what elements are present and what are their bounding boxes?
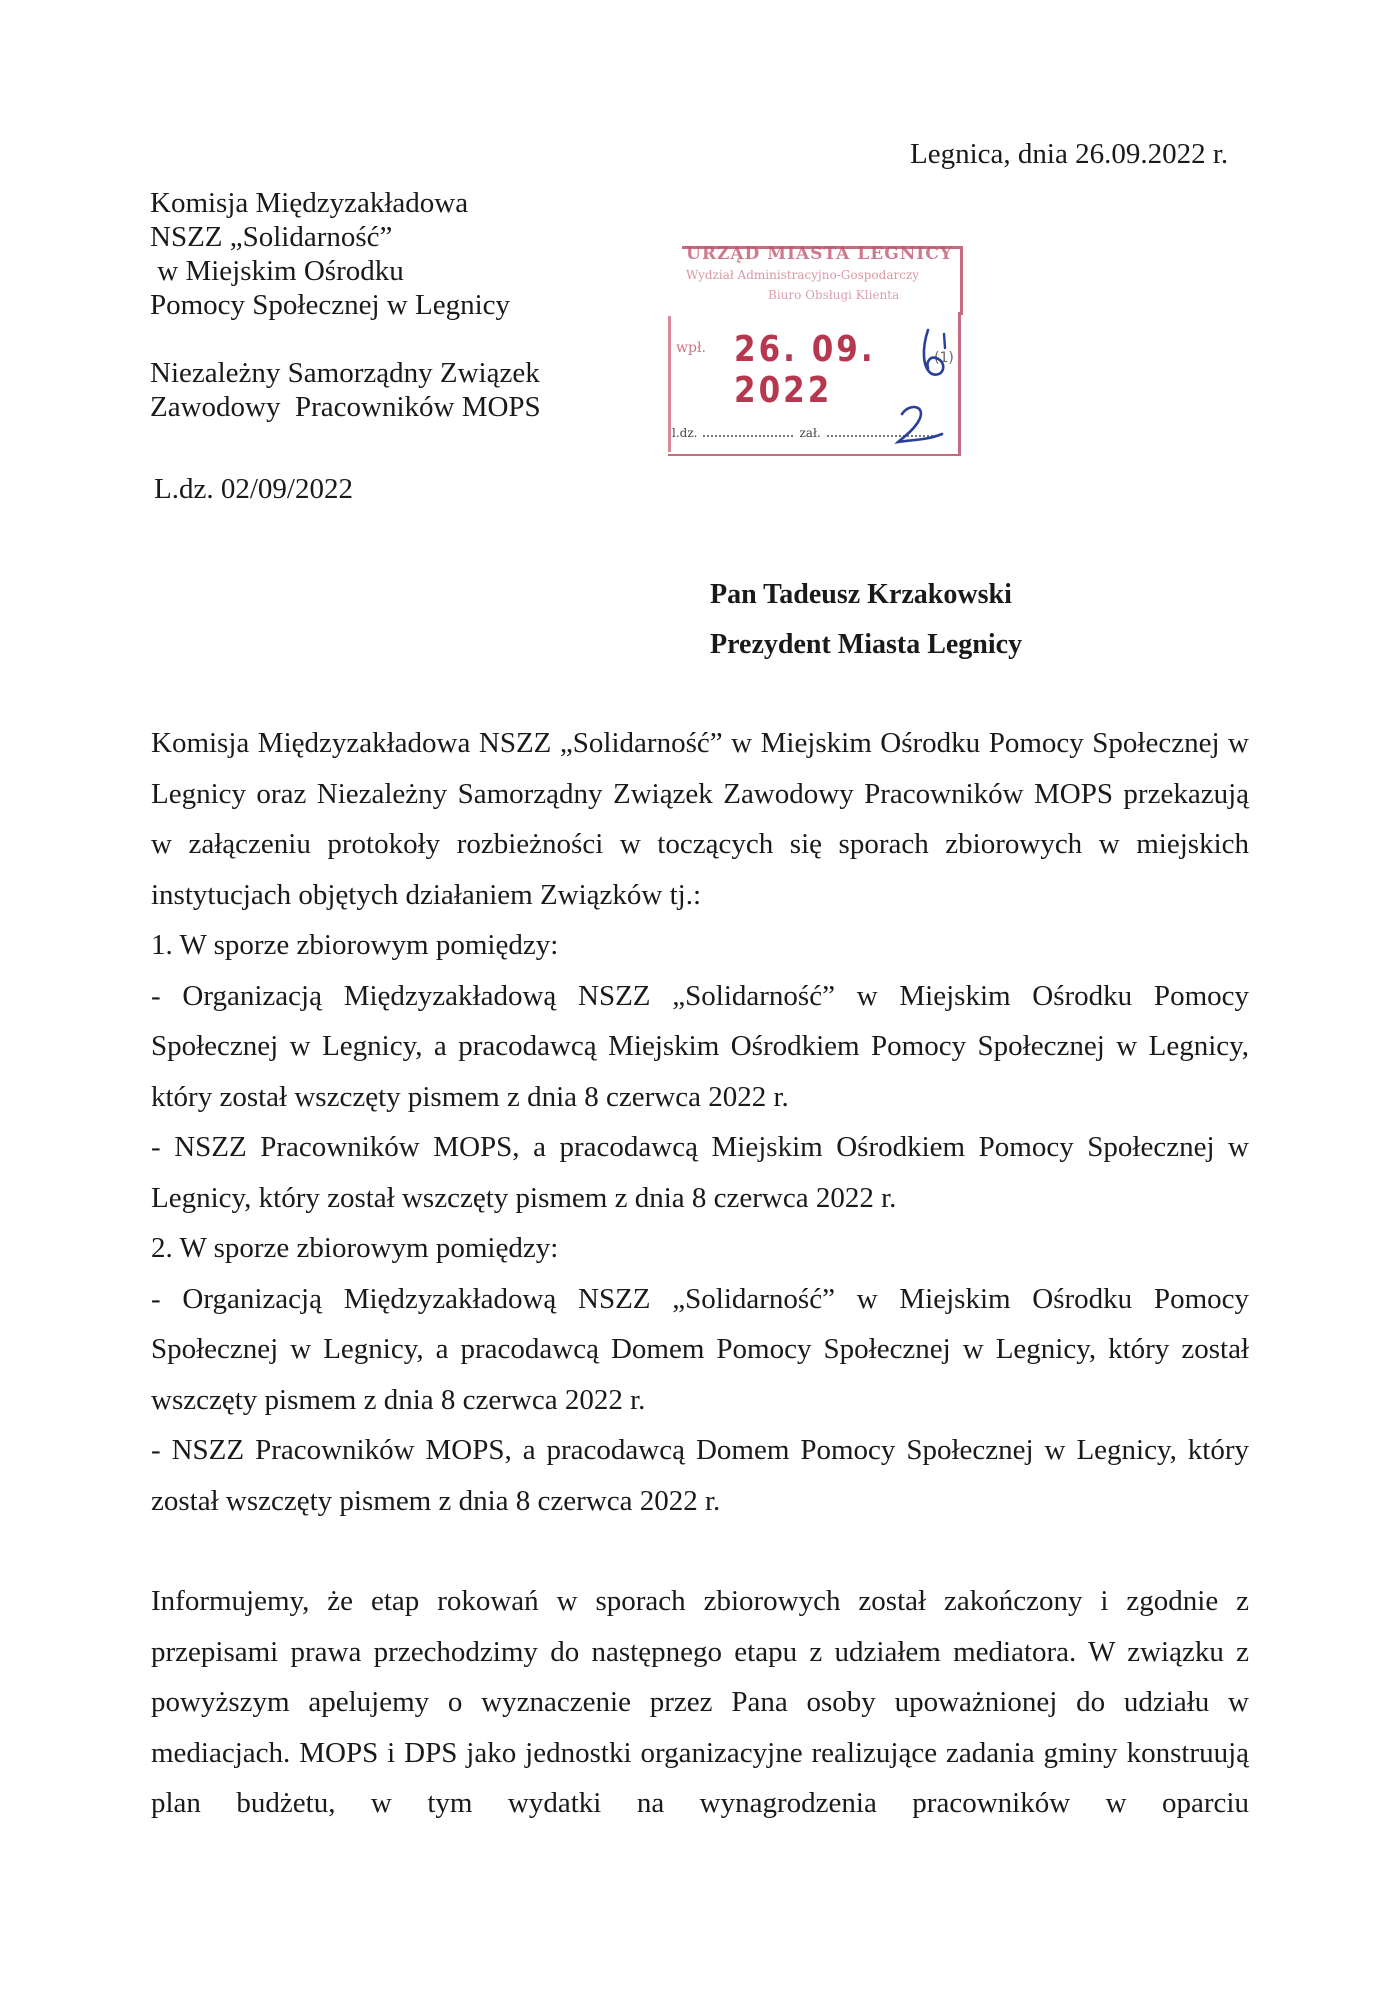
reference-number: L.dz. 02/09/2022 [154,473,353,505]
recipient-title: Prezydent Miasta Legnicy [710,629,1023,660]
item-heading: 1. W sporze zbiorowym pomiędzy: [151,929,559,961]
letter-body [151,718,1249,1829]
stamp-department: Wydział Administracyjno-Gospodarczy [686,268,920,282]
stamp-office-name: URZĄD MIASTA LEGNICY [686,244,953,264]
stamp-border-bottom [668,454,961,456]
item-heading: 2. W sporze zbiorowym pomiędzy: [151,1232,559,1264]
registry-stamp [668,240,966,460]
stamp-ldz-label: l.dz. [672,426,698,440]
stamp-bureau: Biuro Obsługi Klienta [768,288,900,302]
mediation-paragraph: Informujemy, że etap rokowań w sporach zbiorowych został zakończony i zgodnie z przepisami prawa przechodzimy do następnego etapu z udziałem mediatora. W związku z powyższym apelujemy o wyznaczenie przez Pana osoby upoważnionej do udziału w mediacjach. MOPS i DPS jako jednostki organizacyjne realizujące zadania gminy konstruują plan budżetu, w tym wydatki na wynagrodzenia pracowników w oparciu [151,1585,1249,1819]
list-item: - NSZZ Pracowników MOPS, a pracodawcą Domem Pomocy Społecznej w Legnicy, który został wszczęty pismem z dnia 8 czerwca 2022 r. [151,1434,1249,1517]
sender-line: Niezależny Samorządny Związek [150,357,540,389]
sender-line: Komisja Międzyzakładowa [150,187,469,219]
sender-gap [150,322,541,356]
list-item: - NSZZ Pracowników MOPS, a pracodawcą Miejskim Ośrodkiem Pomocy Społecznej w Legnicy, który został wszczęty pismem z dnia 8 czerwca 2022 r. [151,1131,1249,1214]
place-and-date: Legnica, dnia 26.09.2022 r. [910,138,1229,170]
stamp-attachments-unit: (1) [934,350,954,366]
handwritten-attachments-count [918,324,958,384]
recipient-block [710,570,1022,670]
stamp-received-label: wpł. [676,340,706,356]
stamp-zal-label: zał. [799,426,821,440]
handwritten-number [888,400,948,450]
intro-paragraph: Komisja Międzyzakładowa NSZZ „Solidarność” w Miejskim Ośrodku Pomocy Społecznej w Legnicy oraz Niezależny Samorządny Związek Zawodowy Pracowników MOPS przekazują w załączeniu protokoły rozbieżności w toczących się sporach zbiorowych w miejskich instytucjach objętych działaniem Związków tj.: [151,727,1249,911]
stamp-dotted-line [703,435,793,437]
recipient-name: Pan Tadeusz Krzakowski [710,579,1012,610]
sender-line: Pomocy Społecznej w Legnicy [150,289,510,321]
paragraph-spacer [151,1526,1249,1576]
stamp-received-date: 26. 09. 2022 [734,328,876,412]
stamp-border-left [668,316,671,452]
sender-block [150,186,541,424]
list-item: - Organizacją Międzyzakładową NSZZ „Solidarność” w Miejskim Ośrodku Pomocy Społecznej w Legnicy, a pracodawcą Domem Pomocy Społecznej w Legnicy, który został wszczęty pismem z dnia 8 czerwca 2022 r. [151,1282,1249,1416]
sender-line: w Miejskim Ośrodku [150,255,404,287]
list-item: - Organizacją Międzyzakładową NSZZ „Solidarność” w Miejskim Ośrodku Pomocy Społecznej w Legnicy, a pracodawcą Miejskim Ośrodkiem Pomocy Społecznej w Legnicy, który został wszczęty pismem z dnia 8 czerwca 2022 r. [151,979,1249,1113]
sender-line: NSZZ „Solidarność” [150,221,393,253]
sender-line: Zawodowy Pracowników MOPS [150,391,541,423]
